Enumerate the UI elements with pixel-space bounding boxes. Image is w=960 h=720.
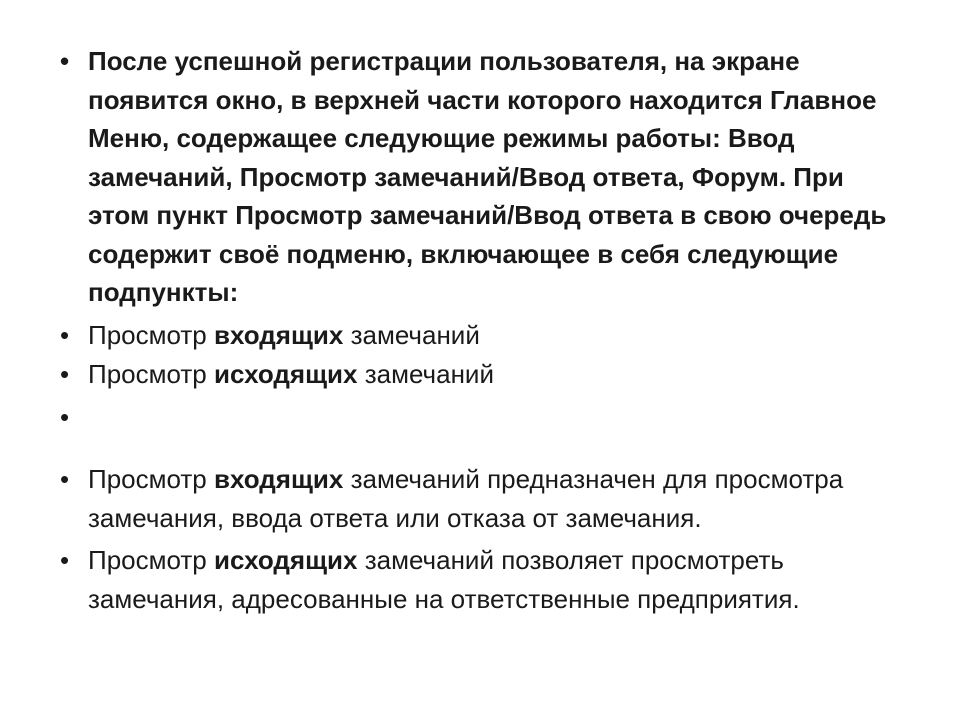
bullet-dot-icon: • (60, 359, 70, 389)
bullet-dot-icon: • (60, 464, 70, 494)
bullet-incoming-description (58, 460, 908, 537)
bullet-text-prefix: Просмотр (88, 359, 214, 389)
bullet-dot-icon: • (60, 401, 70, 432)
bullet-dot-icon: • (60, 319, 70, 350)
bullet-text-prefix: Просмотр (88, 464, 214, 494)
bullet-text-suffix: замечаний (343, 319, 480, 350)
bullet-outgoing-view (58, 355, 908, 394)
bullet-text-suffix: замечаний позволяет просмотреть замечания, адресованные на ответственные предприятия. (88, 545, 800, 614)
bullet-incoming-view (58, 316, 908, 355)
bullet-text-prefix: Просмотр (88, 545, 214, 575)
bullet-empty (58, 398, 908, 437)
bullet-text-bold: исходящих (213, 359, 358, 389)
bullet-dot-icon: • (60, 545, 70, 575)
bullet-text-suffix: замечаний предназначен для просмотра замечания, ввода ответа или отказа от замечания. (88, 464, 844, 533)
bullet-text-bold: входящих (213, 464, 344, 494)
bullet-text-bold: исходящих (213, 545, 358, 575)
bullet-list (58, 42, 908, 619)
bullet-text-bold: входящих (213, 319, 344, 350)
bullet-outgoing-description (58, 541, 908, 618)
bullet-text-suffix: замечаний (357, 359, 494, 389)
bullet-text-prefix: Просмотр (88, 319, 214, 350)
bullet-text: После успешной регистрации пользователя, на экране появится окно, в верхней части которого находится Главное Меню, содержащее следующие режимы работы: Ввод замечаний, Просмотр замечаний/Ввод ответа, Форум. При этом пункт Просмотр замечаний/Ввод ответа в свою очередь содержит своё подменю, включающее в себя следующие подпункты: (88, 46, 887, 307)
bullet-dot-icon: • (60, 46, 70, 76)
bullet-main-menu-description (58, 42, 908, 312)
